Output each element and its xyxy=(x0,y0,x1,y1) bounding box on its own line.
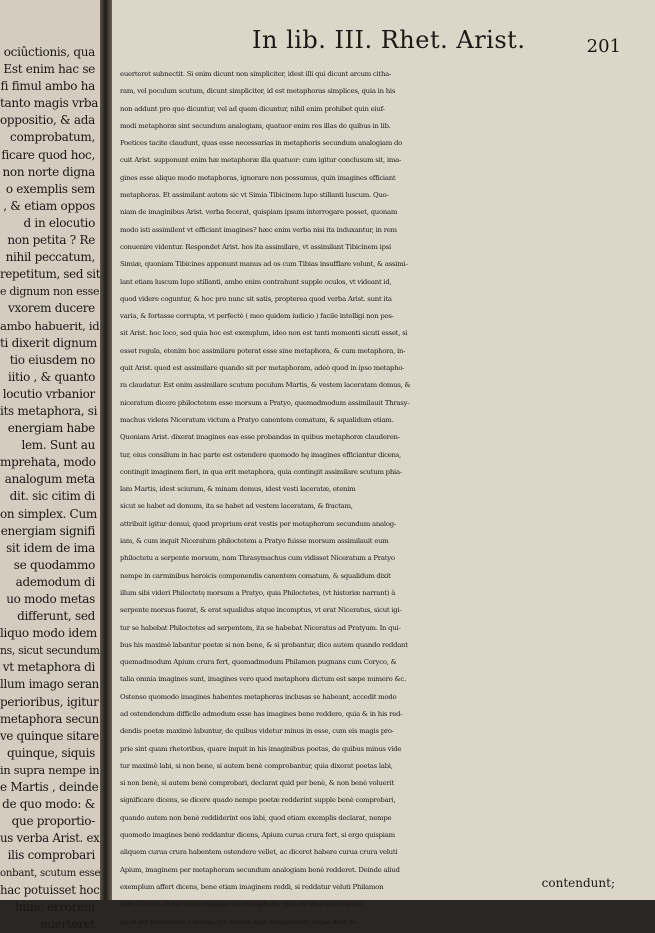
text-line: aliquem curua crura habentem ostendere vellet, ac diceret habere curua crura veluti xyxy=(120,848,398,857)
left-column-line: ve quinque sitare xyxy=(0,728,99,743)
text-line: Poetices tacite claudunt, quas esse necessarias in metaphoris secundum analogiam do xyxy=(120,139,403,148)
left-column-line: lem. Sunt au xyxy=(21,438,95,453)
text-line: sicut se habet ad domum, ita se habet ad vestem laceratam, & fractam, xyxy=(120,502,353,511)
left-column-line: onbant, scutum esse xyxy=(0,867,101,879)
left-column-line: energiam signifi xyxy=(0,523,95,538)
text-line: non addunt pro quo dicuntur, vel ad quem dicuntur, nihil enim prohibet quin eiuf- xyxy=(120,104,385,113)
text-line: varia, & fortasse corrupta, vt perfectè ( meo quidem iudicio ) facile intelligi non pos- xyxy=(120,312,394,321)
page-number: 201 xyxy=(586,36,621,57)
left-column-line: non petita ? Re xyxy=(7,233,95,248)
text-line: cum Coryco, in hac enim imagine est metaphora, quia est illud participium xyxy=(120,900,364,909)
text-line: contingit imaginem fieri, in qua erit metaphora, quia contingit assimilare scutum phia- xyxy=(120,467,402,476)
catchword: contendunt; xyxy=(541,876,615,890)
left-column-line: , & etiam oppos xyxy=(3,198,95,213)
left-column-line: metaphora secun xyxy=(0,711,99,726)
text-line: talia omnia imagines sunt, imagines vero quod metaphora dictum est sæpe numero &c. xyxy=(120,675,406,684)
left-column-line: vt metaphora di xyxy=(2,660,95,675)
book-gutter xyxy=(100,0,112,900)
text-line: euerteret subnectit. Si enim dicunt non simpliciter, idest illi qui dicunt arcum citha- xyxy=(120,70,392,78)
text-line: machus videns Niceratum victum a Pratyo canentem comatum, & squalidum etiam. xyxy=(120,415,394,424)
left-column-line: us verba Arist. ex xyxy=(0,831,100,846)
text-line: gines esse aliquo modo metaphoras, ignorare non possumus, quin imagines efficiant xyxy=(120,173,396,182)
text-line: exemplum affert dicens, bene etiam imaginem reddi, si reddatur veluti Philamon xyxy=(120,882,384,891)
text-line: iam, & cum inquit Niceratum philoctetem a Pratyo fuisse morsum assimilauit eum xyxy=(120,537,389,546)
text-line: sit Arist. hoc loco, sed quia hoc est exemplum, ideo non est tanti momenti sicuti esset, si xyxy=(120,329,408,338)
text-line: serpente morsus fuerat, & erat squalidus atque incomptus, vt erat Niceratus, sicut igi- xyxy=(120,606,402,615)
main-text-body xyxy=(112,66,655,931)
left-facing-page xyxy=(0,0,101,931)
left-column-line: liquo modo idem xyxy=(0,626,97,641)
left-column-line: analogum meta xyxy=(4,472,95,487)
left-column-line: ociûctionis, qua xyxy=(3,45,95,59)
left-column-line: ambo habuerit, id xyxy=(0,318,100,333)
left-column-line: on simplex. Cum xyxy=(0,506,97,521)
left-column-line: ilis comprobari xyxy=(7,848,95,863)
left-column-line: llum imago seran xyxy=(0,677,99,692)
left-column-line: comprobatum, xyxy=(10,130,95,145)
left-column-line: hunc errorem xyxy=(14,899,95,914)
left-column-line: vxorem ducere xyxy=(8,301,95,316)
left-column-line: oppositio, & ada xyxy=(0,113,96,128)
text-line: quod videre coguntur, & hoc pro nunc sit satis, propterea quod verba Arist. sunt ita xyxy=(120,294,392,303)
left-page-text-column xyxy=(0,44,100,933)
text-line: significare dicens, se dicere quado nempe poetæ redderint supple benè comprobari, xyxy=(120,796,396,805)
text-line: cuit Arist. supponunt enim hæ metaphoræ illa quatuor: cum igitur conclusum sit, ima- xyxy=(120,156,402,165)
left-column-line: mprehata, modo xyxy=(0,455,96,470)
text-line: Apium, imaginem per metaphoram secundum analogiam benè redderet. Deinde aliud xyxy=(120,865,400,874)
left-column-line: Est enim hac se xyxy=(3,62,95,77)
left-column-line: differunt, sed xyxy=(17,609,95,624)
left-column-line: nihil peccatum, xyxy=(5,250,95,265)
text-line: Ostenso quomodo imagines habentes metaphoras inclusas se habeant, accedit modo xyxy=(120,692,397,701)
text-line: tur, eius consilium in hac parte est ostendere quomodo hę imagines efficiantur dicens, xyxy=(120,450,401,459)
text-line: lant etiam luscum lupo stillanti, ambo enim contrahunt supple oculos, vt videant id, xyxy=(120,277,392,286)
left-column-line: ficare quod hoc, xyxy=(1,147,95,162)
text-line: philoctetu a serpente morsum, nam Thrasymachus cum vidisset Niceratum a Pratyo xyxy=(120,554,395,563)
text-line: conuenire videntur. Respondet Arist. hos ita assimilare, vt assimilant Tibicinem ipsi xyxy=(120,242,391,251)
left-column-line: uo modo metas xyxy=(6,592,95,606)
left-column-line: ti dixerit dignum xyxy=(0,335,98,350)
text-line: illum sibi videri Philoctetę morsum a Pratyo, quia Philoctetes, (vt historiæ narrant) à xyxy=(120,588,396,597)
text-line: modo isti assimilent vt efficiant imagines? hæc enim verba nisi ita induxantur, in rem xyxy=(120,225,397,234)
text-line: bus his maximè labantur poetæ si non bene, & si probantur, dico autem quando reddant xyxy=(120,640,408,649)
text-line: tur se habebat Philoctetes ad serpentem, ita se habebat Niceratus ad Pratyum. In qui- xyxy=(120,623,401,632)
left-column-line: repetitum, sed sit xyxy=(0,267,101,282)
left-column-line: tanto magis vrba xyxy=(0,96,99,111)
left-column-line: e dignum non esse xyxy=(0,285,100,299)
running-title: In lib. III. Rhet. Arist. xyxy=(252,26,526,54)
left-column-line: energiam habe xyxy=(7,421,95,436)
left-column-line: e Martis , deinde xyxy=(0,780,99,795)
right-page xyxy=(112,0,655,926)
text-line: ad ostendendum difficile admodum esse has imagines bene reddere, quia & in his red- xyxy=(120,709,403,718)
left-column-line: fi fimul ambo ha xyxy=(0,79,95,94)
left-column-line: tio eiusdem no xyxy=(9,352,95,367)
text-line: dendis poetæ maximè labuntur, de quibus videtur minus in esse, cum eis magis pro- xyxy=(120,727,394,736)
text-line: attribuit igitur domui, quod proprium erat vestis per metaphoram secundum analog- xyxy=(120,519,396,528)
text-line: ra claudatur. Est enim assimilare scutum poculum Martis, & vestem laceratam domus, & xyxy=(120,381,411,390)
text-line: Quoniam Arist. dixerat imagines eas esse probandas in quibus metaphoræ clauderen- xyxy=(120,433,400,442)
text-line: nempe in carminibus heroicis componendis canentem comatum, & squalidum dixit xyxy=(120,571,391,580)
left-column-line: sit idem de ima xyxy=(6,540,95,555)
text-line: lam Martis, idest sciuram, & minam domus, idest vesti laceratæ, etenim xyxy=(120,485,356,494)
left-column-line: ademodum di xyxy=(15,574,95,589)
text-line: Simiæ, quoniam Tibicines apponunt manus ad os cum Tibias insufflare volunt, & assimi- xyxy=(120,260,408,269)
left-column-line: in supra nempe in xyxy=(0,762,100,777)
left-column-line: dit. sic citim di xyxy=(9,489,95,504)
left-column-line: euerteret xyxy=(40,916,95,931)
text-line: quod est translatum a bobus, qui eodem iugo subijciuntur, atque inter se xyxy=(120,917,357,926)
text-line: metaphoras. Et assimilant autem sic vt Simia Tibicinem lupo stillanti luscum. Quo- xyxy=(120,191,389,200)
text-line: niceratum dicere philoctetem esse morsum a Pratyo, quemadmodum assimilauit Thrasy- xyxy=(120,398,410,407)
left-column-line: se quodammo xyxy=(13,557,95,572)
text-line: prie sint quam rhetoribus, quare inquit in his imaginibus poetas, de quibus minus vide xyxy=(120,744,402,753)
text-line: quando autem non benè reddiderint eos labi, quod etiam exemplis declarat, nempe xyxy=(120,813,392,822)
text-line: quit Arist. quod est assimilare quando sit per metaphoram, adeò quod in ipso metapho- xyxy=(120,364,405,373)
left-column-line: iitio , & quanto xyxy=(7,369,95,384)
text-line: niam de imaginibus Arist. verba fecerat, quispiam ipsum interrogare posset, quonam xyxy=(120,208,398,217)
left-column-line: de quo modo: & xyxy=(2,797,95,812)
text-line: tur maximè labi, si non bene, si autem benè comprobantur, quia dixerat poetas labi, xyxy=(120,761,393,770)
left-column-line: ns, sicut secundum xyxy=(0,644,100,658)
left-column-line: its metaphora, si xyxy=(0,403,98,418)
left-column-line: o exemplis sem xyxy=(5,181,95,196)
text-line: si non benè, si autem benè comprobari, declarat quid per benè, & non benè voluerit xyxy=(120,779,394,788)
text-line: esset regula, etenim hoc assimilare poterat esse sine metaphora, & cum metaphora, in- xyxy=(120,346,406,355)
page-header xyxy=(112,24,655,64)
text-line: quomodo imagines benè reddantur dicens, Apium curua crura fert, si ergo quispiam xyxy=(120,831,395,840)
left-column-line: que proportio- xyxy=(11,814,95,829)
left-column-line: locutio vrbanior xyxy=(2,386,95,401)
left-column-line: perioribus, igitur xyxy=(0,694,99,709)
left-column-line: hac potuisset hoc xyxy=(0,882,100,897)
text-line: ram, vel poculum scutum, dicunt simpliciter, id est metaphoras simplices, quia in his xyxy=(120,87,396,96)
left-column-line: non norte digna xyxy=(2,164,95,179)
text-line: modi metaphoræ sint secundum analogiam, quatuor enim res illas de quibus in lib. xyxy=(120,121,391,130)
left-column-line: d in elocutio xyxy=(23,215,95,230)
left-column-line: quinque, siquis xyxy=(6,745,95,760)
text-line: quemadmodum Apium crura fert, quemadmodum Philamon pugnans cum Coryco, & xyxy=(120,658,397,667)
